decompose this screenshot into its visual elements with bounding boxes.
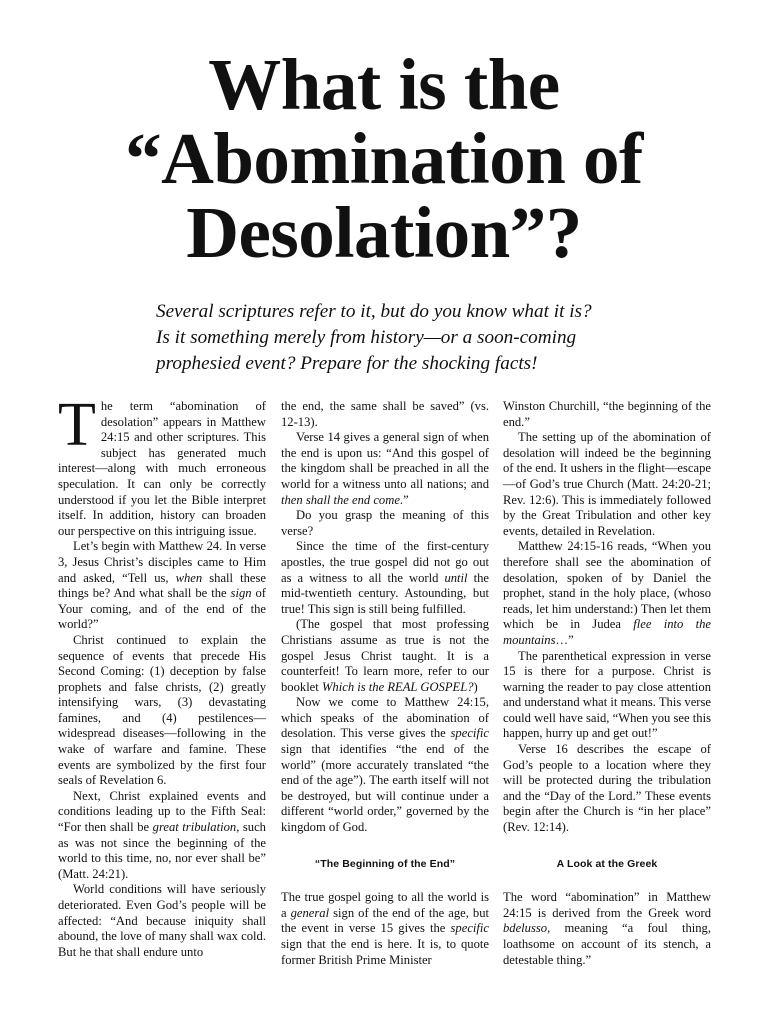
paragraph: World conditions will have seriously deteriorated. Even God’s people will be affected: “And because iniquity shall abound, the love of many shall wax cold. But he that shall endure unto [58, 882, 266, 959]
text-run: …” [555, 632, 574, 647]
paragraph [281, 430, 489, 508]
title-line: “Abomination of [125, 118, 643, 199]
subtitle-line: prophesied event? Prepare for the shocking facts! [156, 353, 538, 374]
paragraph: The parenthetical expression in verse 15 is there for a purpose. Christ is warning the reader to pay close attention and understand what it means. This verse could well have said, “When you see this happen, hurry up and get out!” [503, 648, 711, 741]
drop-cap: T [58, 391, 96, 459]
paragraph: Do you grasp the meaning of this verse? [281, 508, 489, 538]
section-heading: “The Beginning of the End” [314, 857, 456, 870]
paragraph: the end, the same shall be saved” (vs. 12-13). [281, 399, 489, 429]
paragraph [58, 789, 266, 883]
emphasis: specific [450, 726, 489, 741]
text-run: The word “abomination” in Matthew 24:15 is derived from the Greek word [503, 890, 711, 920]
text-run: Let’s begin with Matthew 24. In verse 3, Jesus Christ’s disciples came to Him and asked, “Tell us, [58, 539, 266, 585]
paragraph: Winston Churchill, “the beginning of the end.” [503, 399, 711, 429]
paragraph [503, 539, 711, 648]
text-run: shall these things be? And what shall be the [58, 570, 266, 601]
text-run: sign that identifies “the end of the world” (more accurately translated “the end of the age”). The earth itself will not be destroyed, but will continue under a different “world order,” governed by the kingdom of God. [281, 742, 489, 835]
text-run: sign that the end is here. It is, to quote former British Prime Minister [281, 937, 489, 967]
subtitle-line: Several scriptures refer to it, but do you know what it is? [156, 301, 592, 322]
emphasis: great tribulation [152, 820, 237, 835]
greek-word: bdelusso [503, 921, 548, 936]
column-2 [281, 399, 489, 968]
emphasis: specific [450, 921, 489, 936]
booklet-title: Which is the REAL GOSPEL? [321, 679, 474, 694]
emphasis: until [444, 570, 468, 585]
text-run: the mid-twentieth century. Astounding, but true! This sign is still being fulfilled. [281, 570, 489, 616]
text-run: The true gospel going to all the world is a [281, 890, 489, 920]
text-run: Verse 14 gives a general sign of when the end is upon us: “And this gospel of the kingdom shall be preached in all the world for a witness unto all nations; and [281, 430, 489, 491]
paragraph: The setting up of the abomination of desolation will indeed be the beginning of the end. It ushers in the flight—escape—of God’s true Church (Matt. 24:20-21; Rev. 12:6). This is immediately followed by the Great Tribulation and other key events, detailed in Revelation. [503, 430, 711, 538]
emphasis: then shall the end come [281, 492, 400, 507]
paragraph [281, 617, 489, 695]
paragraph: Verse 16 describes the escape of God’s people to a location where they will be protected during the tribulation and the “Day of the Lord.” These events begin after the Church is “in her place” (Rev. 12:14). [503, 742, 711, 835]
article-title [0, 44, 768, 273]
text-run: (The gospel that most professing Christians assume as true is not the gospel Jesus Christ taught. It is a counterfeit! To learn more, refer to our booklet [281, 617, 489, 694]
article-subtitle [156, 299, 646, 377]
column-3 [503, 399, 711, 968]
text-run: Since the time of the first-century apostles, the true gospel did not go out as a witness to all the world [281, 539, 489, 585]
emphasis: sign [230, 586, 252, 601]
text-run: ) [473, 679, 478, 694]
paragraph [58, 539, 266, 633]
text-run: Now we come to Matthew 24:15, which speaks of the abomination of desolation. This verse gives the [281, 695, 489, 741]
paragraph [281, 539, 489, 617]
paragraph [503, 890, 711, 968]
text-run: , such as was not since the beginning of the world to this time, no, nor ever shall be” (Matt. 24:21). [58, 820, 266, 881]
emphasis: flee into the mountains [503, 617, 712, 647]
paragraph [281, 890, 489, 968]
text-run: sign of the end of the age, but the event in verse 15 gives the [281, 905, 489, 936]
emphasis: when [175, 570, 203, 585]
emphasis: general [290, 905, 330, 920]
paragraph [58, 391, 266, 539]
title-line: Desolation”? [186, 192, 582, 273]
text-run: of Your coming, and of the end of the world?” [58, 586, 267, 632]
text-run: Next, Christ explained events and conditions leading up to the Fifth Seal: “For then shall be [58, 788, 266, 835]
text-run: .” [399, 492, 409, 507]
column-1 [58, 391, 267, 960]
section-heading: A Look at the Greek [556, 857, 658, 870]
text-run: he term “abomination of desolation” appears in Matthew 24:15 and other scriptures. This subject has generated much interest—along with much erroneous speculation. It can only be correctly understood if you let the Bible interpret itself. In addition, history can broaden our perspective on this intriguing issue. [58, 399, 266, 538]
paragraph [281, 695, 489, 835]
subtitle-line: Is it something merely from history—or a soon-coming [156, 327, 577, 348]
text-run: , meaning “a foul thing, loathsome on account of its stench, a detestable thing.” [503, 921, 711, 967]
text-run: Matthew 24:15-16 reads, “When you therefore shall see the abomination of desolation, spoken of by Daniel the prophet, stand in the holy place, (whoso reads, let him understand:) Then let them which be in Judea [503, 539, 711, 632]
title-line: What is the [208, 44, 560, 125]
paragraph: Christ continued to explain the sequence of events that precede His Second Coming: (1) deception by false prophets and false christs, (2) greatly intensifying wars, (3) devastating famines, and (4) pestilences—widespread diseases—following in the wake of warfare and famine. These events are symbolized by the first four seals of Revelation 6. [58, 632, 266, 788]
